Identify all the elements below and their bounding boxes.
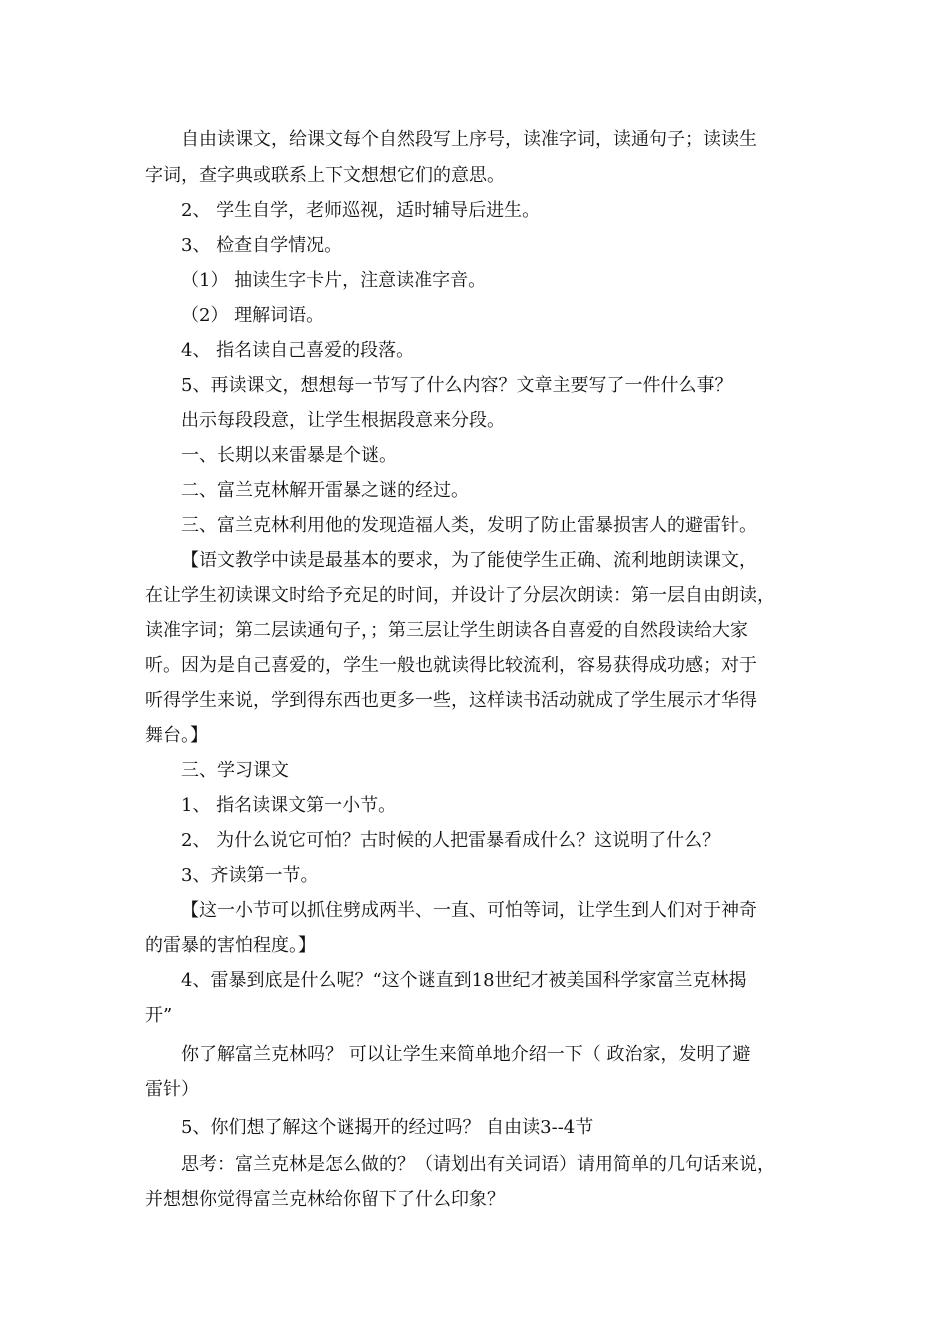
text-line: 3、 检查自学情况。 xyxy=(181,235,343,256)
text-line: 舞台。】 xyxy=(145,725,208,746)
text-line: 字词，查字典或联系上下文想想它们的意思。 xyxy=(145,165,505,186)
text-line: 听得学生来说，学到得东西也更多一些，这样读书活动就成了学生展示才华得 xyxy=(145,690,757,711)
text-line: （2） 理解词语。 xyxy=(181,305,325,326)
text-line: 1、 指名读课文第一小节。 xyxy=(181,795,397,816)
text-line: 2、 学生自学，老师巡视，适时辅导后进生。 xyxy=(181,200,541,221)
text-line: 读准字词；第二层读通句子，；第三层让学生朗读各自喜爱的自然段读给大家 xyxy=(145,620,748,641)
text-line: 【这一小节可以抓住劈成两半、一直、可怕等词，让学生到人们对于神奇 xyxy=(181,900,757,921)
text-line: 的雷暴的害怕程度。】 xyxy=(145,935,316,956)
text-line: 听。因为是自己喜爱的，学生一般也就读得比较流利，容易获得成功感；对于 xyxy=(145,655,757,676)
text-line: 三、学习课文 xyxy=(181,760,289,781)
text-line: 你了解富兰克林吗？ 可以让学生来简单地介绍一下（ 政治家，发明了避 xyxy=(181,1044,751,1065)
text-line: 出示每段段意，让学生根据段意来分段。 xyxy=(181,410,505,431)
text-line: 【语文教学中读是最基本的要求，为了能使学生正确、流利地朗读课文， xyxy=(181,550,757,571)
text-line: 2、 为什么说它可怕？古时候的人把雷暴看成什么？这说明了什么？ xyxy=(181,830,721,851)
text-line: 开” xyxy=(145,1005,173,1026)
text-line: 并想想你觉得富兰克林给你留下了什么印象？ xyxy=(145,1189,505,1210)
text-line: 4、 指名读自己喜爱的段落。 xyxy=(181,340,415,361)
text-line: （1） 抽读生字卡片，注意读准字音。 xyxy=(181,270,487,291)
text-line: 3、齐读第一节。 xyxy=(181,865,319,886)
text-line: 自由读课文，给课文每个自然段写上序号，读准字词，读通句子；读读生 xyxy=(181,129,757,150)
text-line: 在让学生初读课文时给予充足的时间，并设计了分层次朗读：第一层自由朗读， xyxy=(145,585,775,606)
text-line: 雷针） xyxy=(145,1079,199,1100)
text-line: 三、富兰克林利用他的发现造福人类，发明了防止雷暴损害人的避雷针。 xyxy=(181,515,757,536)
text-line: 5、你们想了解这个谜揭开的经过吗？ 自由读3--4节 xyxy=(181,1117,594,1138)
text-line: 5、再读课文，想想每一节写了什么内容？文章主要写了一件什么事？ xyxy=(181,375,733,396)
text-line: 二、富兰克林解开雷暴之谜的经过。 xyxy=(181,480,469,501)
text-line: 一、长期以来雷暴是个谜。 xyxy=(181,445,397,466)
text-line: 4、雷暴到底是什么呢？“这个谜直到18世纪才被美国科学家富兰克林揭 xyxy=(181,970,747,991)
text-line: 思考：富兰克林是怎么做的？（请划出有关词语）请用简单的几句话来说， xyxy=(181,1154,775,1175)
